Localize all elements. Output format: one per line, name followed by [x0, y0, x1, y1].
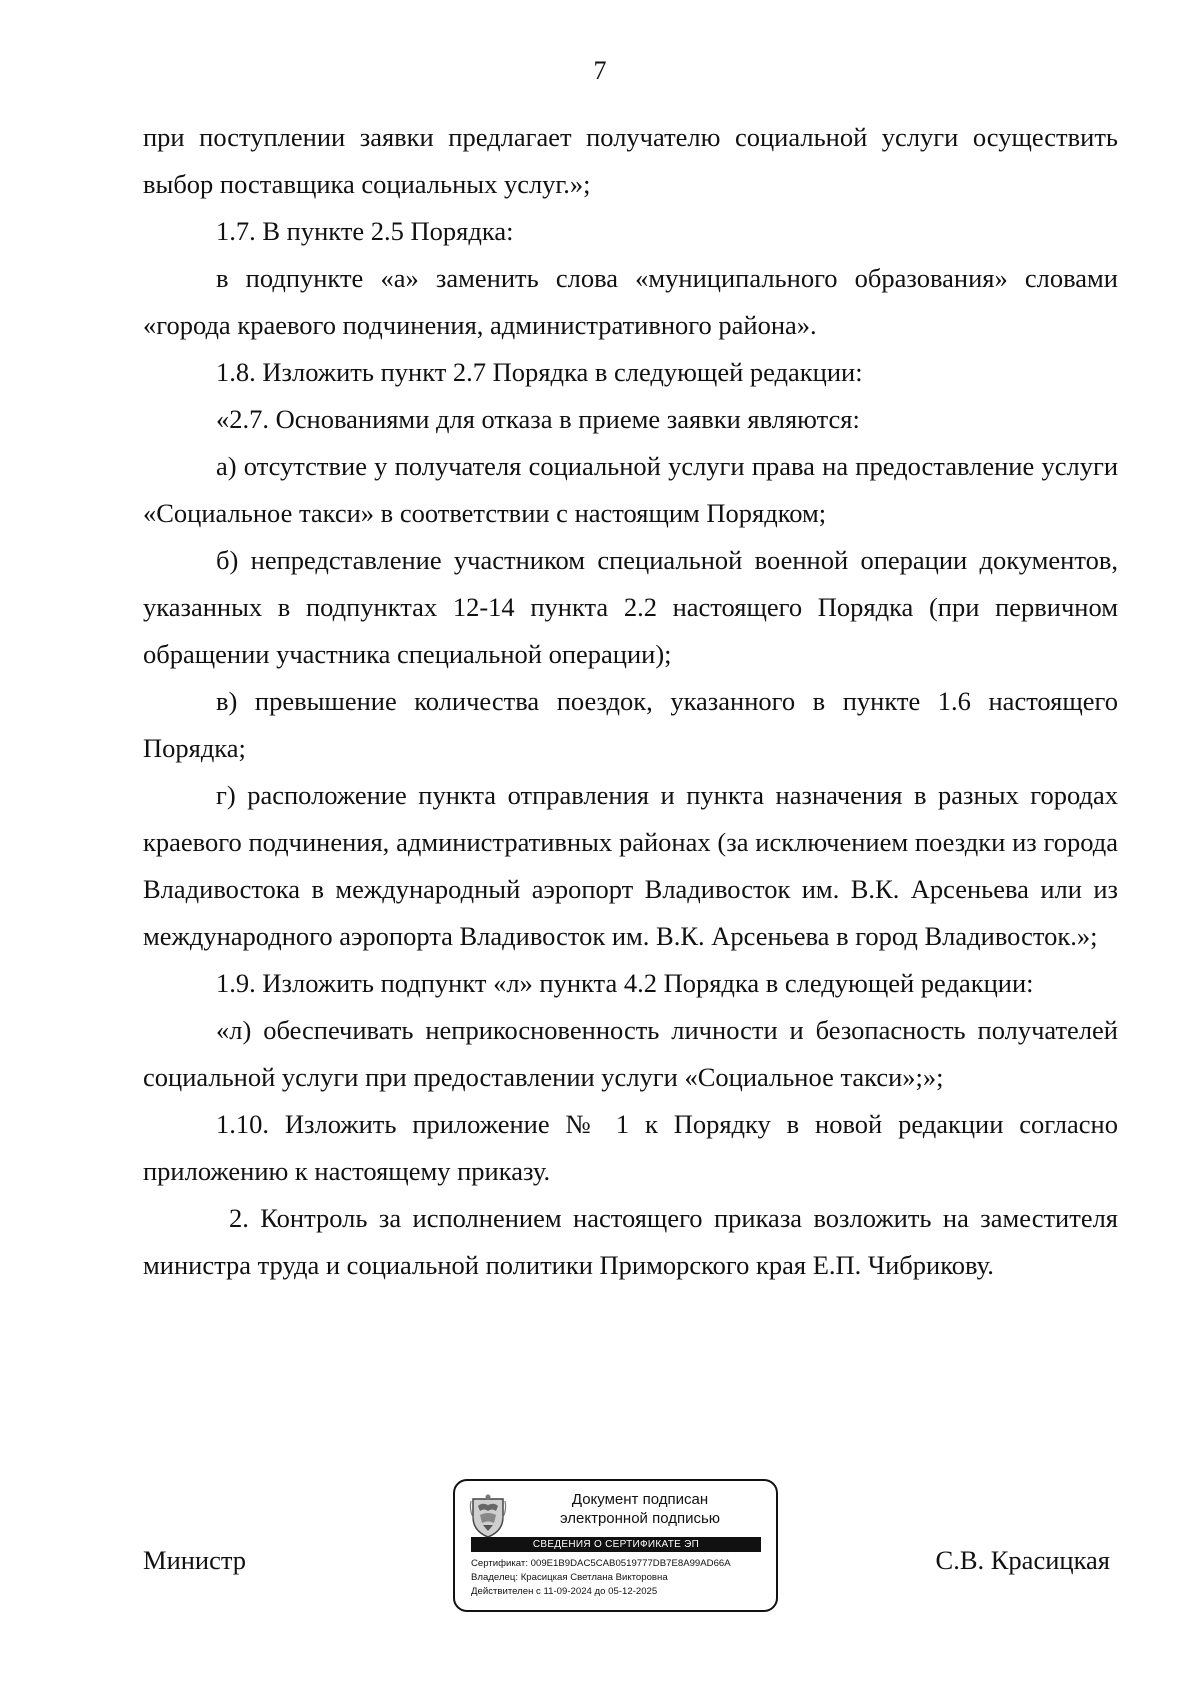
certificate-details: [471, 1557, 766, 1599]
paragraph-2-7-item-v: в) превышение количества поездок, указанного в пункте 1.6 настоящего Порядка;: [143, 686, 1118, 763]
document-body: [143, 114, 1118, 1289]
coat-of-arms-icon: [469, 1493, 507, 1539]
certificate-number: Сертификат: 009E1B9DAC5CAB0519777DB7E8A99AD66A: [471, 1558, 731, 1569]
stamp-heading-line-1: Документ подписан: [571, 1491, 709, 1508]
stamp-heading-line-2: электронной подписью: [559, 1510, 721, 1527]
electronic-signature-stamp: [453, 1479, 778, 1612]
paragraph-1-7-subpoint-a: в подпункте «а» заменить слова «муниципального образования» словами «города краевого подчинения, административного района».: [143, 263, 1118, 340]
stamp-heading: [515, 1490, 765, 1528]
paragraph-2-7-heading: «2.7. Основаниями для отказа в приеме заявки являются:: [216, 404, 860, 434]
paragraph-1-9: 1.9. Изложить подпункт «л» пункта 4.2 Порядка в следующей редакции:: [216, 968, 1034, 998]
paragraph-1-10: 1.10. Изложить приложение № 1 к Порядку в новой редакции согласно приложению к настоящему приказу.: [143, 1109, 1118, 1186]
paragraph-1-7: 1.7. В пункте 2.5 Порядка:: [216, 216, 514, 246]
paragraph-2-7-item-b: б) непредставление участником специальной военной операции документов, указанных в подпунктах 12-14 пункта 2.2 настоящего Порядка (при первичном обращении участника специальной операции);: [143, 545, 1118, 669]
page-number: 7: [593, 56, 607, 85]
certificate-owner: Владелец: Красицкая Светлана Викторовна: [471, 1572, 668, 1583]
certificate-validity: Действителен с 11-09-2024 до 05-12-2025: [471, 1586, 658, 1597]
paragraph-4-2-item-l: «л) обеспечивать неприкосновенность личности и безопасность получателей социальной услуги при предоставлении услуги «Социальное такси»;»;: [143, 1015, 1118, 1092]
certificate-info-bar: СВЕДЕНИЯ О СЕРТИФИКАТЕ ЭП: [471, 1537, 761, 1552]
signatory-name: С.В. Красицкая: [935, 1545, 1110, 1575]
paragraph-2-7-item-a: а) отсутствие у получателя социальной услуги права на предоставление услуги «Социальное такси» в соответствии с настоящим Порядком;: [143, 451, 1118, 528]
paragraph-1-8: 1.8. Изложить пункт 2.7 Порядка в следующей редакции:: [216, 357, 863, 387]
paragraph-2-7-item-g: г) расположение пункта отправления и пункта назначения в разных городах краевого подчинения, административных районах (за исключением поездки из города Владивостока в международный аэропорт Владивосток им. В.К. Арсеньева или из международного аэропорта Владивосток им. В.К. Арсеньева в город Владивосток.»;: [143, 780, 1118, 951]
paragraph-2: 2. Контроль за исполнением настоящего приказа возложить на заместителя министра труда и социальной политики Приморского края Е.П. Чибрикову.: [143, 1203, 1118, 1280]
signatory-title: Министр: [143, 1545, 247, 1575]
paragraph-continuation: при поступлении заявки предлагает получателю социальной услуги осуществить выбор поставщика социальных услуг.»;: [143, 122, 1118, 199]
